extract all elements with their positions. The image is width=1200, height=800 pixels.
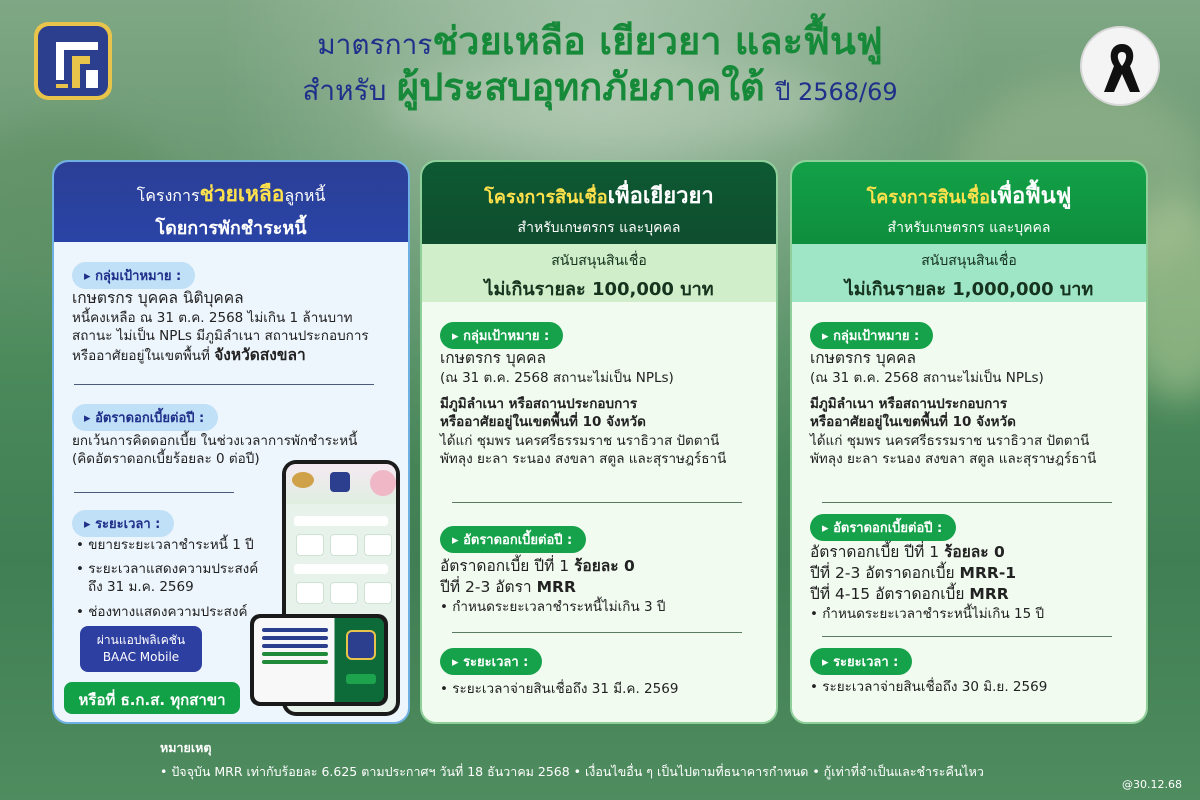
divider — [822, 636, 1112, 637]
header-subtitle: สำหรับเกษตรกร และบุคคล — [887, 220, 1051, 236]
target-main: เกษตรกร บุคคล — [440, 349, 547, 367]
area-line: หรืออาศัยอยู่ในเขตพื้นที่ 10 จังหวัด — [810, 414, 1016, 431]
loan-limit: ไม่เกินรายละ 1,000,000 บาท — [844, 279, 1094, 300]
rate-line: อัตราดอกเบี้ย ปีที่ 1 — [440, 557, 570, 575]
target-label: ▸ กลุ่มเป้าหมาย : — [810, 322, 933, 349]
screen-tile — [330, 534, 358, 556]
period-item: • ระยะเวลาแสดงความประสงค์ — [76, 561, 259, 578]
rate-emph: MRR — [536, 577, 576, 596]
rate-emph: MRR-1 — [959, 563, 1017, 582]
area-list: พัทลุง ยะลา ระนอง สงขลา สตูล และสุราษฎร์ธานี — [810, 450, 1097, 467]
rate-line: • กำหนดระยะเวลาชำระหนี้ไม่เกิน 3 ปี — [440, 598, 666, 615]
mourning-ribbon-icon — [1080, 26, 1160, 106]
period-label-text: ระยะเวลา : — [833, 655, 899, 670]
rate-label: ▸ อัตราดอกเบี้ยต่อปี : — [440, 526, 586, 553]
screen-tile — [330, 582, 358, 604]
target-sub: (ณ 31 ต.ค. 2568 สถานะไม่เป็น NPLs) — [810, 369, 1044, 386]
rate-label-text: อัตราดอกเบี้ยต่อปี : — [463, 533, 573, 548]
header-subtitle: สำหรับเกษตรกร และบุคคล — [517, 220, 681, 236]
loan-limit-band — [422, 244, 776, 302]
target-label-text: กลุ่มเป้าหมาย : — [95, 269, 182, 284]
divider — [74, 384, 374, 385]
divider — [452, 632, 742, 633]
app-button-line: BAAC Mobile — [102, 649, 180, 664]
period-item: • ระยะเวลาจ่ายสินเชื่อถึง 30 มิ.ย. 2569 — [810, 679, 1048, 695]
area-line: หรืออาศัยอยู่ในเขตพื้นที่ 10 จังหวัด — [440, 414, 646, 431]
rate-line: ปีที่ 4-15 อัตราดอกเบี้ย — [810, 584, 965, 603]
header-text: โครงการ — [136, 186, 200, 205]
title-prefix-1: มาตรการ — [317, 28, 433, 61]
rate-line: อัตราดอกเบี้ย ปีที่ 1 — [810, 543, 940, 561]
tablet-screen — [254, 618, 384, 702]
rate-line: ปีที่ 2-3 อัตรา — [440, 577, 532, 596]
target-label: ▸ กลุ่มเป้าหมาย : — [72, 262, 195, 289]
period-label: ▸ ระยะเวลา : — [440, 648, 542, 675]
header-text: โครงการสินเชื่อ — [866, 187, 990, 208]
card-recovery-loan — [790, 160, 1148, 724]
screen-tile — [296, 534, 324, 556]
baac-mobile-button[interactable] — [80, 626, 202, 672]
header-text: โครงการสินเชื่อ — [484, 187, 608, 208]
target-sub: (ณ 31 ต.ค. 2568 สถานะไม่เป็น NPLs) — [440, 369, 674, 386]
screen-tile — [364, 534, 392, 556]
period-item-text: ขยายระยะเวลาชำระหนี้ 1 ปี — [88, 537, 254, 553]
rate-label: ▸ อัตราดอกเบี้ยต่อปี : — [810, 514, 956, 541]
screen-row — [294, 564, 388, 574]
card-debt-relief — [52, 160, 410, 724]
period-item: • ช่องทางแสดงความประสงค์ — [76, 603, 248, 620]
loan-limit: ไม่เกินรายละ 100,000 บาท — [484, 279, 714, 300]
footnote-title: หมายเหตุ — [160, 740, 212, 755]
card-relief-loan — [420, 160, 778, 724]
area-list: ได้แก่ ชุมพร นครศรีธรรมราช นราธิวาส ปัตตานี — [810, 432, 1090, 449]
target-main: เกษตรกร บุคคล — [810, 349, 917, 367]
target-line: สถานะ ไม่เป็น NPLs มีภูมิลำเนา สถานประกอบการ — [72, 328, 369, 345]
divider — [74, 492, 234, 493]
tablet-banner — [250, 614, 388, 706]
card-header — [54, 162, 408, 242]
title-prefix-2: สำหรับ — [302, 73, 387, 107]
header-emph: เพื่อเยียวยา — [607, 184, 714, 209]
divider — [452, 502, 742, 503]
area-list: ได้แก่ ชุมพร นครศรีธรรมราช นราธิวาส ปัตตานี — [440, 432, 720, 449]
footnote-text: • ปัจจุบัน MRR เท่ากับร้อยละ 6.625 ตามประกาศฯ วันที่ 18 ธันวาคม 2568 • เงื่อนไขอื่น ๆ เป็นไปตามที่ธนาคารกำหนด • กู้เท่าที่จำเป็นและชำระคืนไหว — [160, 764, 984, 779]
screen-row — [294, 516, 388, 526]
period-label-text: ระยะเวลา : — [463, 655, 529, 670]
rate-emph: ร้อยละ 0 — [574, 557, 635, 575]
banner-text-lines — [262, 628, 328, 668]
target-label-text: กลุ่มเป้าหมาย : — [463, 329, 550, 344]
title-emph-2: ผู้ประสบอุทกภัยภาคใต้ — [396, 64, 765, 109]
branch-button[interactable]: หรือที่ ธ.ก.ส. ทุกสาขา — [64, 682, 240, 714]
divider — [822, 502, 1112, 503]
period-item: • ระยะเวลาจ่ายสินเชื่อถึง 31 มี.ค. 2569 — [440, 681, 679, 697]
screen-banner — [286, 464, 396, 504]
banner-button — [346, 674, 376, 684]
target-label-text: กลุ่มเป้าหมาย : — [833, 329, 920, 344]
loan-limit-band — [792, 244, 1146, 302]
screen-tile — [296, 582, 324, 604]
header-emph: ช่วยเหลือ — [199, 182, 285, 206]
card-header — [422, 162, 776, 244]
card-header — [792, 162, 1146, 244]
area-list: พัทลุง ยะลา ระนอง สงขลา สตูล และสุราษฎร์ธานี — [440, 450, 727, 467]
period-item-text: ระยะเวลาแสดงความประสงค์ — [88, 561, 259, 578]
flower-icon — [370, 470, 396, 496]
rate-label: ▸ อัตราดอกเบี้ยต่อปี : — [72, 404, 218, 431]
period-item-text: ช่องทางแสดงความประสงค์ — [88, 603, 248, 620]
period-label-text: ระยะเวลา : — [95, 517, 161, 532]
baac-logo-icon — [346, 630, 376, 660]
screen-tile — [364, 582, 392, 604]
baac-logo-icon — [330, 472, 350, 492]
period-label: ▸ ระยะเวลา : — [72, 510, 174, 537]
page-title — [200, 20, 1000, 109]
rate-line: • กำหนดระยะเวลาชำระหนี้ไม่เกิน 15 ปี — [810, 605, 1045, 622]
target-area: จังหวัดสงขลา — [214, 346, 306, 365]
target-line: หนี้คงเหลือ ณ 31 ต.ค. 2568 ไม่เกิน 1 ล้านบาท — [72, 309, 353, 326]
band-label: สนับสนุนสินเชื่อ — [551, 253, 647, 269]
header-emph: เพื่อฟื้นฟู — [989, 184, 1072, 209]
baac-logo-icon — [34, 22, 112, 100]
title-year: ปี 2568/69 — [775, 77, 898, 106]
target-line: เกษตรกร บุคคล นิติบุคคล — [72, 289, 244, 307]
target-label: ▸ กลุ่มเป้าหมาย : — [440, 322, 563, 349]
rate-label-text: อัตราดอกเบี้ยต่อปี : — [833, 521, 943, 536]
rate-line: ยกเว้นการคิดดอกเบี้ย ในช่วงเวลาการพักชำระหนี้ — [72, 433, 358, 449]
rate-line: (คิดอัตราดอกเบี้ยร้อยละ 0 ต่อปี) — [72, 451, 260, 468]
rate-emph: ร้อยละ 0 — [944, 543, 1005, 561]
band-label: สนับสนุนสินเชื่อ — [921, 253, 1017, 269]
period-item: • ขยายระยะเวลาชำระหนี้ 1 ปี — [76, 537, 254, 553]
footnote — [160, 738, 984, 782]
rate-line: ปีที่ 2-3 อัตราดอกเบี้ย — [810, 563, 955, 582]
area-line: มีภูมิลำเนา หรือสถานประกอบการ — [810, 396, 1008, 413]
header-subtitle: โดยการพักชำระหนี้ — [155, 218, 307, 239]
title-emph-1: ช่วยเหลือ เยียวยา และฟื้นฟู — [432, 19, 883, 63]
post-date: @30.12.68 — [1122, 778, 1182, 791]
target-line: หรืออาศัยอยู่ในเขตพื้นที่ — [72, 348, 210, 365]
period-item: ถึง 31 ม.ค. 2569 — [88, 579, 194, 596]
period-label: ▸ ระยะเวลา : — [810, 648, 912, 675]
rate-emph: MRR — [969, 584, 1009, 603]
header-text: ลูกหนี้ — [284, 186, 326, 205]
butterfly-icon — [292, 472, 314, 488]
area-line: มีภูมิลำเนา หรือสถานประกอบการ — [440, 396, 638, 413]
app-button-line: ผ่านแอปพลิเคชัน — [96, 633, 186, 647]
rate-label-text: อัตราดอกเบี้ยต่อปี : — [95, 411, 205, 426]
